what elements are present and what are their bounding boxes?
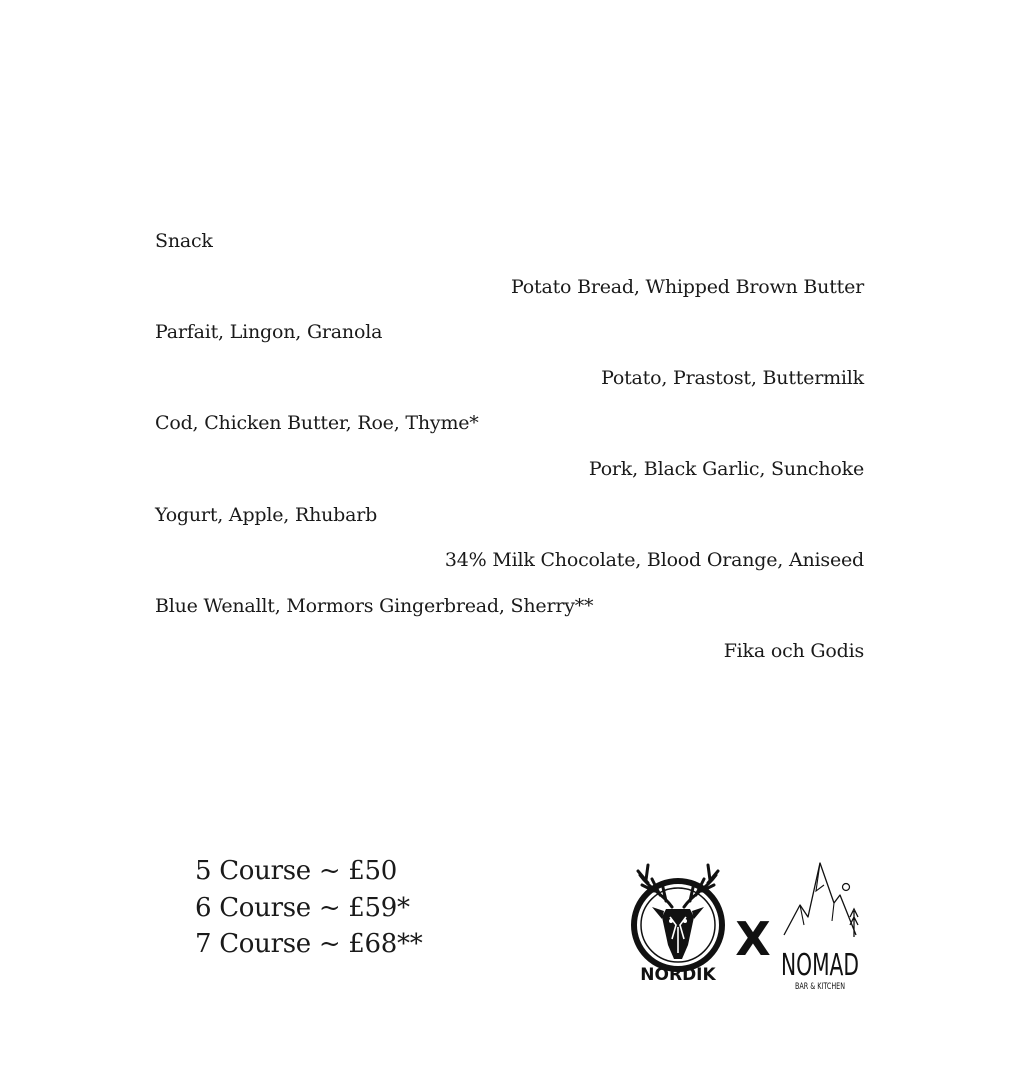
menu-item: Yogurt, Apple, Rhubarb	[155, 503, 378, 526]
mountain-icon	[784, 863, 858, 937]
menu-item: Potato Bread, Whipped Brown Butter	[510, 275, 864, 298]
menu-item: 34% Milk Chocolate, Blood Orange, Aniseed	[444, 549, 864, 572]
nomad-wordmark: NOMAD	[781, 948, 859, 983]
menu-item: Parfait, Lingon, Granola	[155, 321, 383, 344]
nordik-wordmark: NORDIK	[640, 965, 716, 985]
collaboration-logos	[628, 855, 868, 995]
nordik-logo	[634, 865, 722, 985]
price-seven-course: 7 Course ~ £68**	[195, 929, 423, 959]
menu-item: Fika och Godis	[723, 640, 864, 663]
price-list	[195, 853, 422, 963]
menu-item: Pork, Black Garlic, Sunchoke	[588, 457, 864, 480]
stag-head-icon	[634, 865, 722, 969]
menu-item: Snack	[155, 230, 213, 252]
menu-item: Blue Wenallt, Mormors Gingerbread, Sherry**	[155, 594, 594, 617]
price-five-course: 5 Course ~ £50	[195, 856, 397, 886]
nomad-subtitle: BAR & KITCHEN	[795, 982, 845, 992]
collab-separator: X	[735, 912, 771, 966]
menu-item: Potato, Prastost, Buttermilk	[601, 366, 864, 389]
menu-item: Cod, Chicken Butter, Roe, Thyme*	[155, 412, 479, 435]
nomad-logo	[781, 863, 859, 992]
logos-graphic	[628, 855, 868, 995]
price-six-course: 6 Course ~ £59*	[195, 892, 410, 923]
tasting-menu	[155, 228, 864, 684]
